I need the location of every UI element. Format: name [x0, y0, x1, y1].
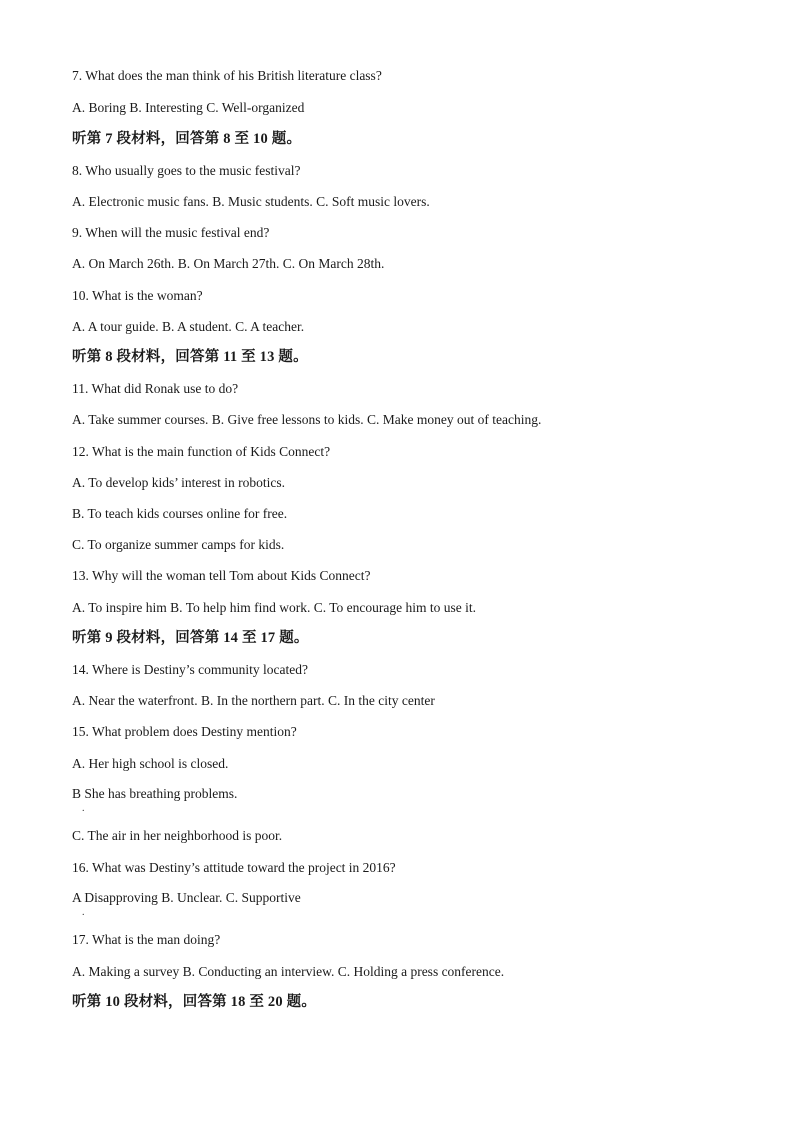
options-14: A. Near the waterfront. B. In the northern part. C. In the city center — [72, 693, 435, 708]
section-heading-8: 听第 8 段材料，回答第 11 至 13 题。 — [72, 349, 308, 365]
stray-dot: . — [82, 803, 85, 814]
question-9: 9. When will the music festival end? — [72, 225, 270, 240]
option-12-a: A. To develop kids’ interest in robotics. — [72, 475, 286, 490]
options-9: A. On March 26th. B. On March 27th. C. On March 28th. — [72, 256, 385, 271]
question-17: 17. What is the man doing? — [72, 932, 221, 947]
question-8: 8. Who usually goes to the music festival? — [72, 163, 301, 178]
question-10: 10. What is the woman? — [72, 288, 203, 303]
option-12-b: B. To teach kids courses online for free. — [72, 506, 288, 521]
options-13: A. To inspire him B. To help him find work. C. To encourage him to use it. — [72, 600, 477, 615]
question-12: 12. What is the main function of Kids Connect? — [72, 444, 331, 459]
option-12-c: C. To organize summer camps for kids. — [72, 537, 285, 552]
section-heading-9: 听第 9 段材料，回答第 14 至 17 题。 — [72, 630, 309, 646]
question-15: 15. What problem does Destiny mention? — [72, 724, 297, 739]
option-15-a: A. Her high school is closed. — [72, 756, 229, 771]
section-heading-7: 听第 7 段材料，回答第 8 至 10 题。 — [72, 131, 302, 147]
question-7: 7. What does the man think of his British literature class? — [72, 68, 382, 83]
option-15-c: C. The air in her neighborhood is poor. — [72, 828, 283, 843]
question-13: 13. Why will the woman tell Tom about Kids Connect? — [72, 568, 371, 583]
options-10: A. A tour guide. B. A student. C. A teacher. — [72, 319, 305, 334]
options-7: A. Boring B. Interesting C. Well-organized — [72, 100, 305, 115]
options-8: A. Electronic music fans. B. Music students. C. Soft music lovers. — [72, 194, 430, 209]
stray-dot: . — [82, 907, 85, 918]
options-11: A. Take summer courses. B. Give free lessons to kids. C. Make money out of teaching. — [72, 412, 542, 427]
question-16: 16. What was Destiny’s attitude toward the project in 2016? — [72, 860, 396, 875]
section-heading-10: 听第 10 段材料，回答第 18 至 20 题。 — [72, 994, 317, 1010]
options-17: A. Making a survey B. Conducting an interview. C. Holding a press conference. — [72, 964, 505, 979]
options-16: A Disapproving B. Unclear. C. Supportive — [72, 890, 301, 905]
question-11: 11. What did Ronak use to do? — [72, 381, 239, 396]
option-15-b: B She has breathing problems. — [72, 786, 238, 801]
question-14: 14. Where is Destiny’s community located? — [72, 662, 308, 677]
